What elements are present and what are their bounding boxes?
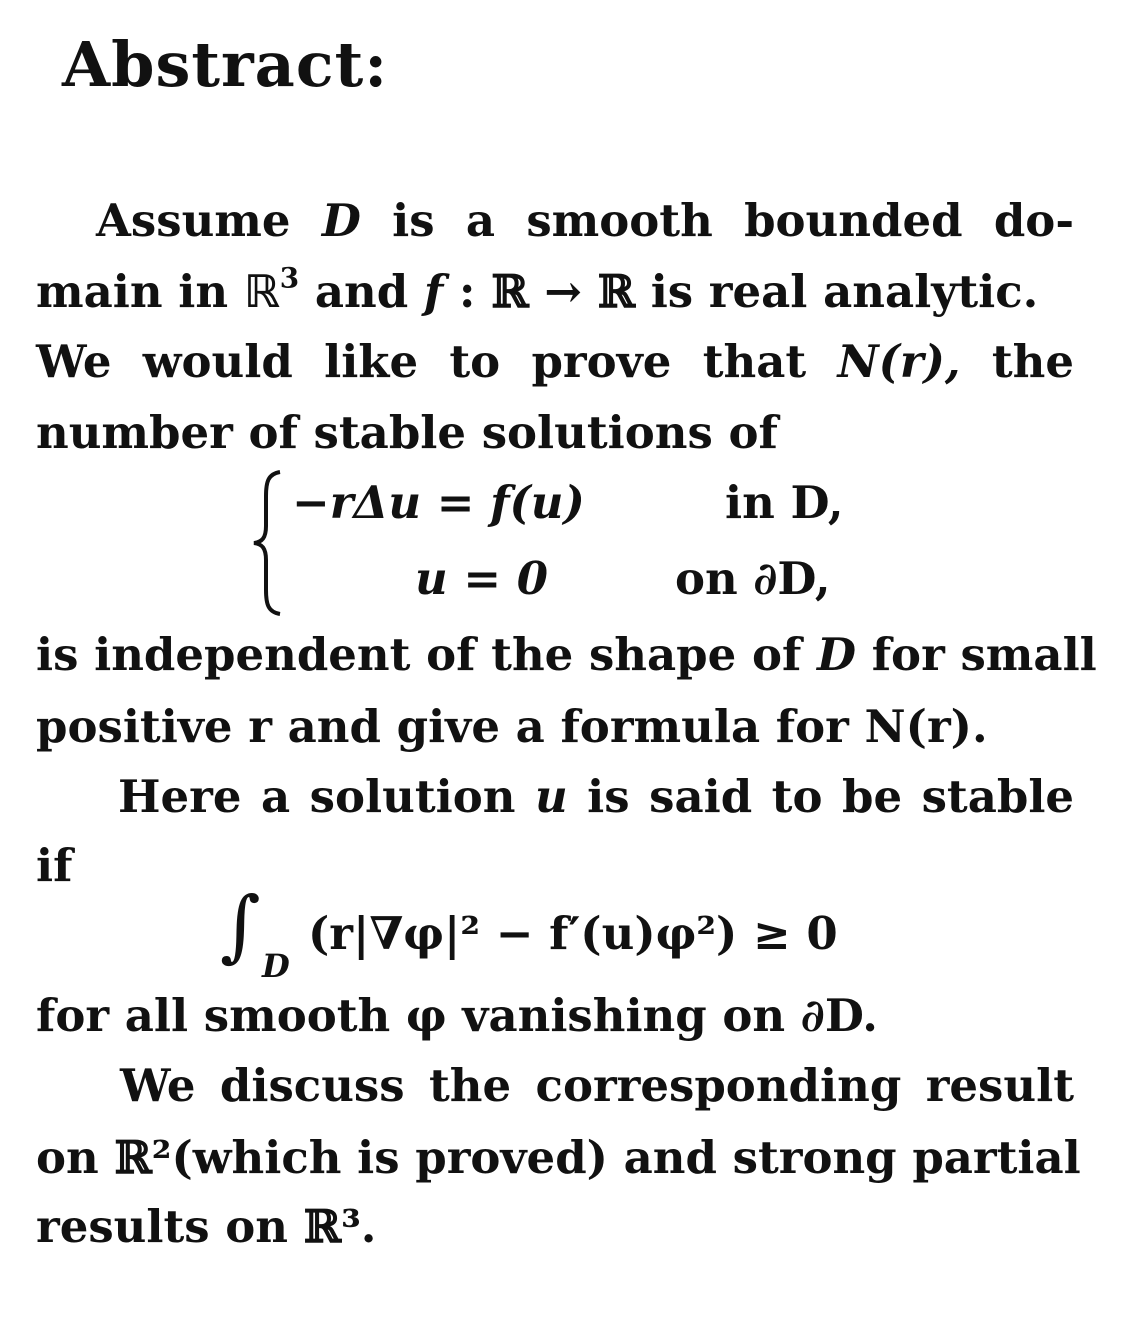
stability-integral (220, 881, 920, 990)
integral-body: (r|∇φ|² − f′(u)φ²) ≥ 0 (308, 907, 838, 960)
paragraph-line: if (36, 839, 73, 892)
abstract-title: Abstract: (62, 28, 389, 101)
paragraph-line: on ℝ²(which is proved) and strong partial (36, 1131, 1081, 1184)
paragraph-line: main in ℝ$^3$ and f : ℝ → ℝ is real analytic. (36, 261, 1039, 318)
integral-subscript: D (262, 947, 290, 985)
paragraph-line: is independent of the shape of D for small (36, 628, 1097, 681)
left-brace-icon (250, 468, 286, 618)
paragraph-line: positive r and give a formula for N(r). (36, 700, 988, 753)
paragraph-line: for all smooth φ vanishing on ∂D. (36, 989, 878, 1042)
equation-1-rhs: in D, (725, 476, 844, 529)
paragraph-line: We discuss the corresponding result (120, 1059, 1074, 1112)
equation-2-lhs: u = 0 (415, 552, 549, 605)
paragraph-line: We would like to prove that N(r), the (36, 335, 1074, 388)
integral-sign-icon: ∫ (220, 881, 261, 971)
pde-system (250, 468, 890, 618)
paragraph-line: Assume D is a smooth bounded do- (96, 194, 1074, 247)
equation-2-rhs: on ∂D, (675, 552, 831, 605)
paragraph-line: results on ℝ³. (36, 1200, 377, 1253)
paragraph-line: number of stable solutions of (36, 406, 778, 459)
equation-1-lhs: −rΔu = f(u) (292, 476, 585, 529)
paragraph-line: Here a solution u is said to be stable (118, 770, 1075, 823)
